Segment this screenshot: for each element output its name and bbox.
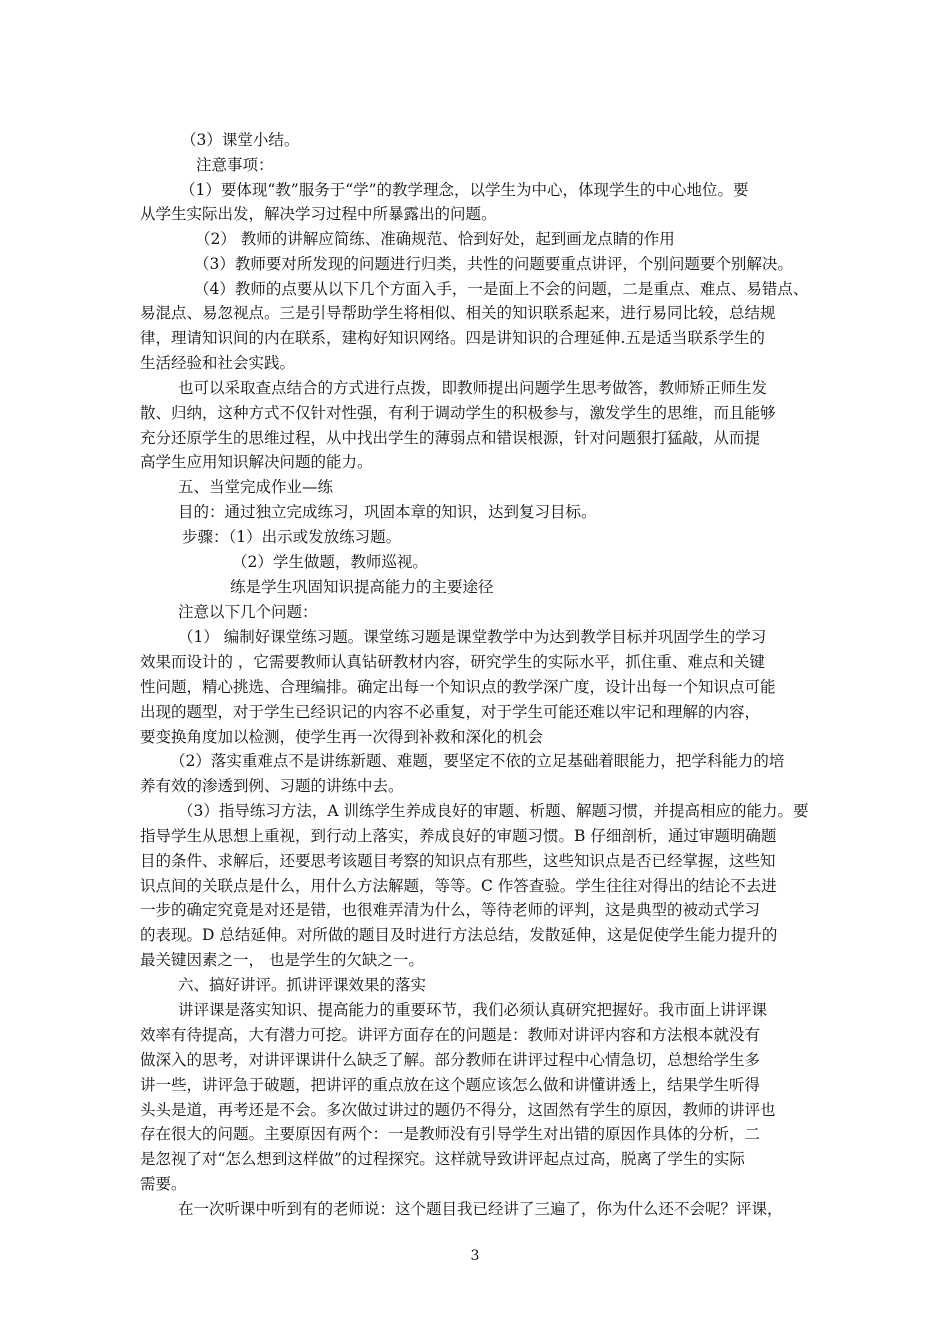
paragraph-line: 是忽视了对“怎么想到这样做”的过程探究。这样就导致讲评起点过高，脱离了学生的实际 (140, 1150, 745, 1168)
paragraph-line: 高学生应用知识解决问题的能力。 (140, 453, 373, 471)
paragraph-line: 一步的确定究竟是对还是错，也很难弄清为什么，等待老师的评判，这是典型的被动式学习 (140, 901, 761, 919)
paragraph-line: 注意以下几个问题： (178, 603, 318, 621)
paragraph-line: 目的条件、求解后，还要思考该题目考察的知识点有那些，这些知识点是否已经掌握，这些知 (140, 852, 776, 870)
paragraph-line: （4）教师的点要从以下几个方面入手，一是面上不会的问题，二是重点、难点、易错点、 (194, 280, 809, 298)
paragraph-line: （3）指导练习方法，A 训练学生养成良好的审题、析题、解题习惯，并提高相应的能力。要 (178, 802, 809, 820)
heading-class-summary: （3）课堂小结。 (181, 131, 300, 149)
paragraph-line: 识点间的关联点是什么，用什么方法解题，等等。C 作答查验。学生往往对得出的结论不去进 (140, 877, 777, 895)
paragraph-line: 在一次听课中听到有的老师说：这个题目我已经讲了三遍了，你为什么还不会呢？评课， (178, 1200, 783, 1218)
paragraph-line: 指导学生从思想上重视，到行动上落实，养成良好的审题习惯。B 仔细剖析，通过审题明确题 (140, 827, 777, 845)
paragraph-line: 生活经验和社会实践。 (140, 354, 296, 372)
paragraph-line: 要变换角度加以检测，使学生再一次得到补救和深化的机会 (140, 728, 544, 746)
paragraph-line: （3）教师要对所发现的问题进行归类，共性的问题要重点讲评，个别问题要个别解决。 (194, 255, 793, 273)
paragraph-line: 效果而设计的 ，它需要教师认真钻研教材内容，研究学生的实际水平，抓住重、难点和关键 (140, 653, 765, 671)
paragraph-line: 讲一些，讲评急于破题，把讲评的重点放在这个题应该怎么做和讲懂讲透上，结果学生听得 (140, 1076, 761, 1094)
paragraph-line: 律，理请知识间的内在联系，建构好知识网络。四是讲知识的合理延伸.五是适当联系学生的 (140, 329, 765, 347)
paragraph-line: （1） 编制好课堂练习题。课堂练习题是课堂教学中为达到教学目标并巩固学生的学习 (178, 628, 767, 646)
paragraph-line: 散、归纳，这种方式不仅针对性强，有利于调动学生的积极参与，激发学生的思维，而且能够 (140, 404, 776, 422)
paragraph-line: 需要。 (140, 1175, 187, 1193)
paragraph-line: （2） 教师的讲解应简练、准确规范、恰到好处，起到画龙点睛的作用 (195, 230, 675, 248)
paragraph-line: 存在很大的问题。主要原因有两个：一是教师没有引导学生对出错的原因作具体的分析，二 (140, 1125, 761, 1143)
paragraph-line: 步骤：（1）出示或发放练习题。 (182, 528, 402, 546)
paragraph-line: 充分还原学生的思维过程，从中找出学生的薄弱点和错误根源，针对问题狠打猛敲，从而提 (140, 429, 761, 447)
paragraph-line: 练是学生巩固知识提高能力的主要途径 (230, 578, 494, 596)
paragraph-line: （2）学生做题，教师巡视。 (232, 553, 428, 571)
paragraph-line: （2）落实重难点不是讲练新题、难题，要坚定不依的立足基础着眼能力，把学科能力的培 (170, 752, 785, 770)
section-heading: 五、当堂完成作业—练 (178, 478, 334, 496)
paragraph-line: 目的：通过独立完成练习，巩固本章的知识，达到复习目标。 (178, 503, 597, 521)
paragraph-line: 性问题，精心挑选、合理编排。确定出每一个知识点的教学深广度，设计出每一个知识点可能 (140, 678, 776, 696)
section-heading: 六、搞好讲评。抓讲评课效果的落实 (178, 976, 427, 994)
paragraph-line: （1）要体现“教”服务于“学”的教学理念，以学生为中心，体现学生的中心地位。要 (180, 181, 749, 199)
paragraph-line: 做深入的思考，对讲评课讲什么缺乏了解。部分教师在讲评过程中心情急切，总想给学生多 (140, 1051, 761, 1069)
paragraph-line: 易混点、易忽视点。三是引导帮助学生将相似、相关的知识联系起来，进行易同比较，总结规 (140, 304, 776, 322)
paragraph-line: 养有效的渗透到例、习题的讲练中去。 (140, 777, 404, 795)
paragraph-line: 效率有待提高，大有潜力可挖。讲评方面存在的问题是：教师对讲评内容和方法根本就没有 (140, 1026, 761, 1044)
page-number: 3 (470, 1248, 480, 1264)
paragraph-line: 头头是道，再考还是不会。多次做过讲过的题仍不得分，这固然有学生的原因，教师的讲评也 (140, 1101, 776, 1119)
paragraph-line: 也可以采取查点结合的方式进行点拨，即教师提出问题学生思考做答，教师矫正师生发 (178, 379, 768, 397)
paragraph-line: 讲评课是落实知识、提高能力的重要环节，我们必须认真研究把握好。我市面上讲评课 (178, 1001, 768, 1019)
notes-label: 注意事项： (196, 156, 274, 174)
paragraph-line: 最关键因素之一， 也是学生的欠缺之一。 (140, 951, 424, 969)
paragraph-line: 出现的题型，对于学生已经识记的内容不必重复，对于学生可能还难以牢记和理解的内容， (140, 703, 761, 721)
paragraph-line: 的表现。D 总结延伸。对所做的题目及时进行方法总结，发散延伸，这是促使学生能力提升的 (140, 926, 778, 944)
paragraph-line: 从学生实际出发，解决学习过程中所暴露出的问题。 (140, 205, 497, 223)
